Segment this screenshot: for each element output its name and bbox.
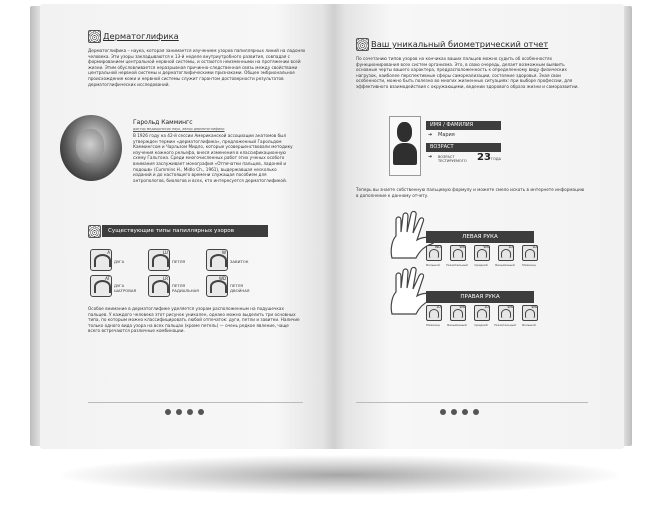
person-name: Гарольд Каммингс bbox=[133, 119, 193, 126]
left-page-title: Дерматоглифика bbox=[103, 31, 179, 41]
fingerprint-icon bbox=[88, 30, 101, 43]
patterns-outro: Особое внимание в дерматоглифике уделяется узорам расположенным на подушечках пальцев. У каждого человека этот рисунок уникален, однако можно выделить три основных типа, по которым можно классифицировать любой отпечаток: дуги, петли и завитки. Наличие только одного вида узора на всех пальцах (кроме петель) — очень редкое явление, чаще всего встречаются различные комбинации. bbox=[88, 306, 300, 334]
age-unit: ГОДА bbox=[491, 157, 502, 161]
pattern-label: ДУГА bbox=[114, 259, 125, 264]
finger-label: Средний bbox=[474, 323, 488, 327]
portrait-photo bbox=[60, 115, 122, 181]
person-bio: В 1926 году на 42-й сессии Американской ассоциации анатомов был утвержден термин «дерматоглифика», предложенный Гарольдом Каммингсом и Чарльзом Мидло, которые усовершенствовали методику изучения кожного рельефа, внеся изменения в классификационную схему Гальтона. Среди многочисленных работ этих ученых особого внимания заслуживает монография «Отпечатки пальцев, ладоней и подошв» (Cummins H., Midlo Ch., 1961), выдержавшая несколько изданий и до настоящего времени служащая пособием для антропологов, биологов и всех, кто интересуется дерматоглификой. bbox=[133, 133, 293, 183]
footer-icon bbox=[451, 409, 457, 415]
footer-divider bbox=[356, 402, 588, 403]
pattern-label: ПЕТЛЯ bbox=[172, 259, 186, 264]
pattern-double-loop bbox=[206, 275, 228, 297]
fingerprint-icon bbox=[88, 225, 101, 238]
finger-pattern bbox=[450, 305, 466, 321]
right-hand-header: ПРАВАЯ РУКА bbox=[426, 291, 534, 303]
finger-code: LU bbox=[436, 305, 441, 309]
finger-label: Указательный bbox=[494, 323, 516, 327]
finger-label: Мизинец bbox=[522, 263, 536, 267]
pattern-label: ПЕТЛЯ ДВОЙНАЯ bbox=[230, 283, 250, 293]
age-label: ВОЗРАСТ bbox=[426, 143, 501, 152]
finger-label: Большой bbox=[426, 263, 440, 267]
finger-pattern bbox=[474, 305, 490, 321]
footer-icon bbox=[165, 409, 171, 415]
finger-code: WS bbox=[531, 305, 537, 309]
age-caption: ВОЗРАСТ ТЕСТИРУЕМОГО bbox=[438, 155, 467, 163]
finger-pattern bbox=[474, 245, 490, 261]
finger-code: WS bbox=[507, 305, 513, 309]
footer-icon bbox=[473, 409, 479, 415]
footer-icon bbox=[440, 409, 446, 415]
age-value: 23 bbox=[477, 152, 491, 163]
finger-pattern bbox=[498, 305, 514, 321]
pattern-code: A bbox=[107, 250, 110, 255]
finger-pattern bbox=[522, 245, 538, 261]
finger-label: Безымянный bbox=[495, 263, 515, 267]
person-avatar-icon bbox=[389, 116, 421, 176]
finger-label: Мизинец bbox=[426, 323, 440, 327]
finger-code: WD bbox=[434, 245, 441, 249]
finger-code: LU bbox=[532, 245, 537, 249]
finger-code: WS bbox=[459, 305, 465, 309]
pattern-label: ДУГА ШАТРОВАЯ bbox=[114, 283, 137, 293]
patterns-header: Существующие типы папиллярных узоров bbox=[102, 225, 268, 237]
finger-label: Большой bbox=[522, 323, 536, 327]
person-subtitle: доктор медицинских наук, автор дерматоглифики bbox=[133, 127, 225, 131]
left-page bbox=[40, 4, 334, 449]
finger-pattern bbox=[522, 305, 538, 321]
pattern-whorl bbox=[206, 249, 228, 271]
pattern-code: LR bbox=[162, 276, 168, 281]
finger-pattern bbox=[450, 245, 466, 261]
name-arrow-icon: ➔ bbox=[428, 132, 433, 138]
book-shadow bbox=[60, 455, 620, 495]
name-value: Мария bbox=[438, 132, 455, 138]
finger-code: LU bbox=[508, 245, 513, 249]
age-arrow-icon: ➔ bbox=[428, 154, 433, 160]
pattern-radial-loop bbox=[148, 275, 170, 297]
pattern-label: ПЕТЛЯ РАДИАЛЬНАЯ bbox=[172, 283, 199, 293]
pattern-code: W bbox=[222, 250, 226, 255]
finger-code: WS bbox=[459, 245, 465, 249]
pattern-loop bbox=[148, 249, 170, 271]
pattern-label: ЗАВИТОК bbox=[230, 259, 249, 264]
report-intro: По сочетанию типов узоров на кончиках ваших пальцев можно судить об особенностях функционирования всех систем организма. Это, в свою очередь, делает возможным выявить основные черты вашего характера, предрасположенность к определенному виду физических нагрузок, наиболее перспективные сферы самореализации, состояние здоровья. Зная свои особенности, можно быть полезно во многих жизненных ситуациях: при выборе профессии, для эффективного взаимодействия с окружающими, ведении здорового образа жизни и саморазвитии. bbox=[356, 56, 579, 89]
finger-label: Безымянный bbox=[447, 323, 467, 327]
right-page bbox=[334, 4, 624, 449]
footer-icon bbox=[198, 409, 204, 415]
pattern-code: WD bbox=[218, 276, 226, 281]
finger-pattern bbox=[498, 245, 514, 261]
right-page-title: Ваш уникальный биометрический отчет bbox=[371, 39, 549, 49]
pattern-code: LU bbox=[163, 250, 168, 255]
fingerprint-icon bbox=[356, 38, 369, 51]
name-label: ИМЯ / ФАМИЛИЯ bbox=[426, 121, 501, 130]
footer-divider bbox=[88, 402, 303, 403]
finger-label: Средний bbox=[474, 263, 488, 267]
finger-pattern bbox=[426, 305, 442, 321]
finger-code: LU bbox=[484, 305, 489, 309]
pattern-code: AT bbox=[105, 276, 110, 281]
footer-icon bbox=[187, 409, 193, 415]
left-hand-header: ЛЕВАЯ РУКА bbox=[426, 231, 534, 243]
finger-label: Указательный bbox=[446, 263, 468, 267]
footer-icon bbox=[462, 409, 468, 415]
pattern-arch bbox=[90, 249, 112, 271]
pattern-tented-arch bbox=[90, 275, 112, 297]
formula-text: Теперь вы знаете собственную пальцевую формулу и можете смело искать в интернете информацию в дополнение к данному отчету. bbox=[356, 187, 585, 198]
footer-icon bbox=[176, 409, 182, 415]
finger-pattern bbox=[426, 245, 442, 261]
finger-code: WS bbox=[483, 245, 489, 249]
dermatoglyphics-intro: Дерматоглифика – наука, которая занимается изучением узоров папиллярных линий на ладонях человека. Эти узоры закладываются к 13-й неделе внутриутробного развития, совпадая с формированием центральной нервной системы, и остаются неизменными на протяжении всей жизни. Этим обусловливается неразрывная причинно-следственная связь между свойствами центральной нервной системы и дерматоглифическими признаками. Общее эмбриональное происхождение кожи и нервной системы служит гарантом достоверности результатов дерматоглифических исследований. bbox=[88, 48, 306, 87]
